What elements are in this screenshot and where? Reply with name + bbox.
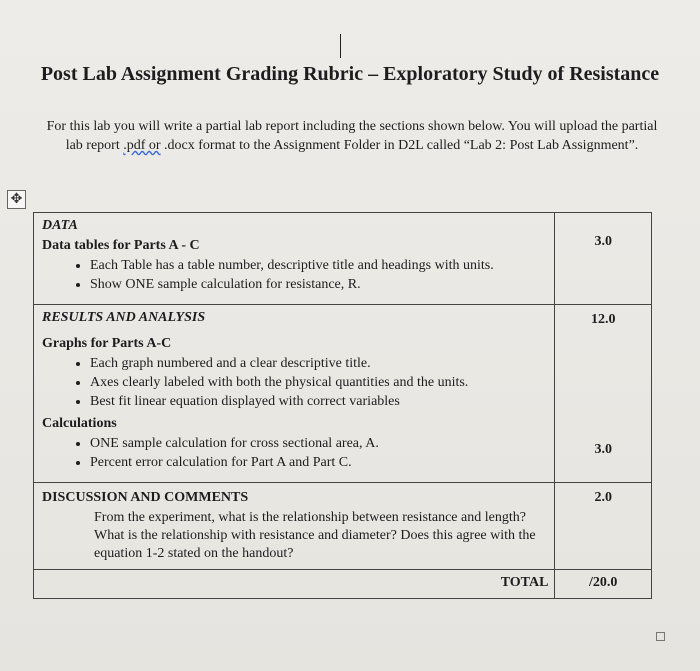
- intro-paragraph: [46, 117, 658, 155]
- intro-pdf-text: .pdf or: [123, 138, 161, 153]
- intro-text-start: For this lab you will write a partial lab report including the sections shown below. You will upload the partial lab report: [46, 119, 658, 153]
- total-value: /20.0: [555, 570, 652, 599]
- calculations-criterion: • Percent error calculation for Part A and Part C.: [90, 454, 548, 472]
- data-description-cell: [34, 213, 555, 305]
- discussion-heading: DISCUSSION AND COMMENTS: [42, 490, 249, 505]
- discussion-points: 2.0: [594, 490, 612, 505]
- data-criterion: • Show ONE sample calculation for resistance, R.: [90, 276, 548, 294]
- graphs-heading: Graphs for Parts A-C: [42, 336, 172, 351]
- graphs-criterion: • Best fit linear equation displayed with correct variables: [90, 393, 548, 411]
- results-points-cell: [555, 305, 652, 483]
- calculations-heading: Calculations: [42, 416, 117, 431]
- rubric-row-results: [34, 305, 652, 483]
- data-criteria-list: [42, 257, 548, 294]
- text-cursor: [340, 34, 341, 58]
- graphs-criterion: • Axes clearly labeled with both the physical quantities and the units.: [90, 374, 548, 392]
- intro-text-end: .docx format to the Assignment Folder in D2L called “Lab 2: Post Lab Assignment”.: [160, 138, 639, 153]
- rubric-row-total: [34, 570, 652, 599]
- calculations-points: 3.0: [594, 442, 612, 457]
- discussion-points-cell: [555, 483, 652, 570]
- total-label: TOTAL: [34, 570, 555, 599]
- table-move-handle-icon[interactable]: ✥: [7, 190, 26, 209]
- data-points: 3.0: [594, 234, 612, 249]
- rubric-row-discussion: [34, 483, 652, 570]
- table-resize-handle[interactable]: [656, 632, 665, 641]
- grading-rubric-table: [33, 212, 652, 599]
- data-heading: DATA: [42, 218, 78, 233]
- discussion-text: From the experiment, what is the relationship between resistance and length? What is the relationship with resistance and diameter? Does this agree with the equation 1-2 stated on the handout?: [94, 510, 536, 561]
- data-criterion: • Each Table has a table number, descriptive title and headings with units.: [90, 257, 548, 275]
- results-description-cell: [34, 305, 555, 483]
- rubric-row-data: [34, 213, 652, 305]
- page-title: Post Lab Assignment Grading Rubric – Exploratory Study of Resistance: [40, 63, 660, 85]
- graphs-criterion: • Each graph numbered and a clear descriptive title.: [90, 355, 548, 373]
- graphs-criteria-list: [42, 355, 548, 411]
- data-points-cell: [555, 213, 652, 305]
- graphs-points: 12.0: [590, 312, 616, 327]
- calculations-criterion: • ONE sample calculation for cross sectional area, A.: [90, 435, 548, 453]
- calculations-criteria-list: [42, 435, 548, 472]
- data-subheading: Data tables for Parts A - C: [42, 238, 200, 253]
- results-heading: RESULTS AND ANALYSIS: [42, 310, 206, 325]
- discussion-description-cell: [34, 483, 555, 570]
